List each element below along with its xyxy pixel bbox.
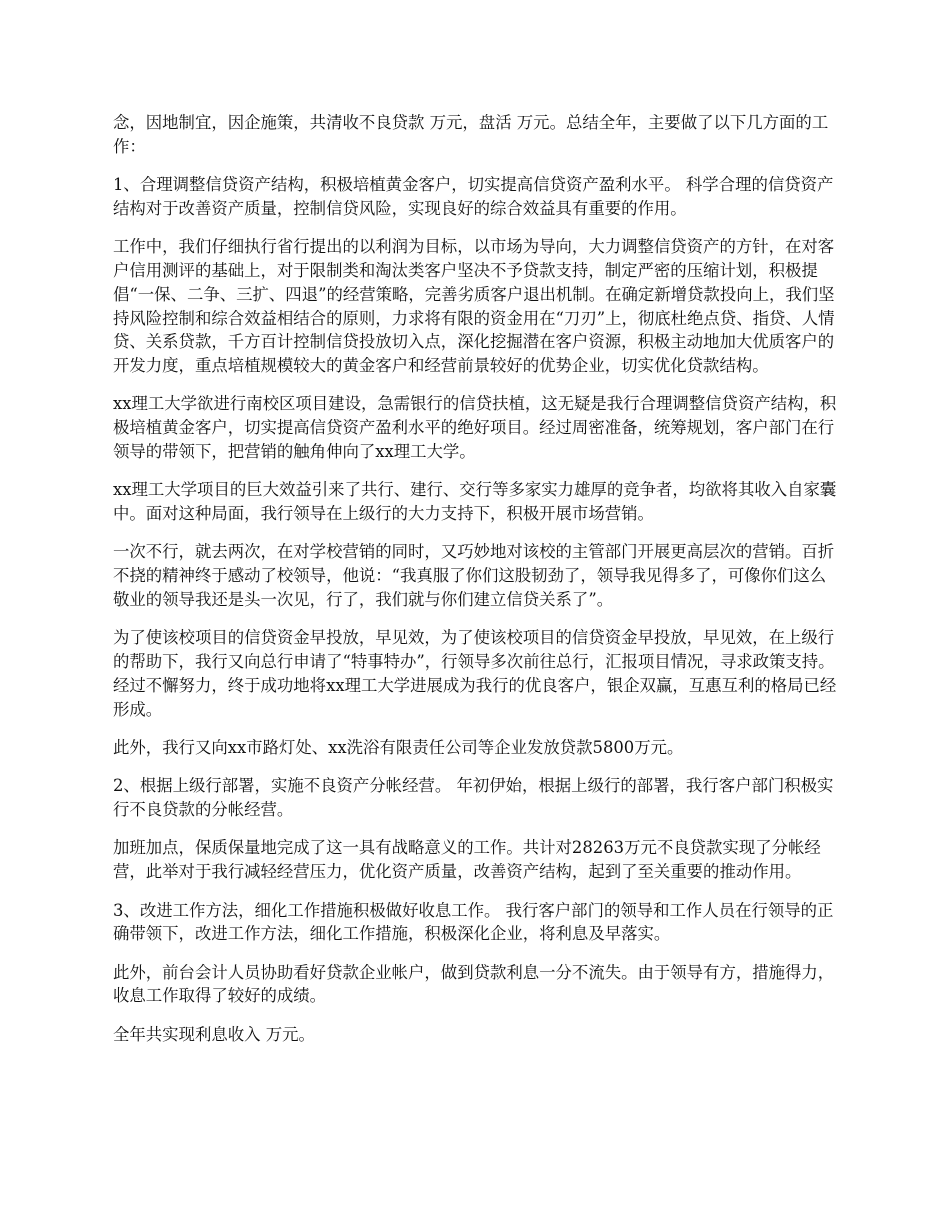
paragraph-split-accounts: 加班加点，保质保量地完成了这一具有战略意义的工作。共计对28263万元不良贷款实现了分帐经营，此举对于我行减轻经营压力，优化资产质量，改善资产结构，起到了至关重要的推动作用。	[113, 838, 821, 882]
paragraph-credit-structure: 工作中，我们仔细执行省行提出的以利润为目标，以市场为导向，大力调整信贷资产的方针，在对客户信用测评的基础上，对于限制类和淘汰类客户坚决不予贷款支持，制定严密的压缩计划，积极提倡“一保、二争、三扩、四退”的经营策略，完善劣质客户退出机制。在确定新增贷款投向上，我们坚持风险控制和综合效益相结合的原则，力求将有限的资金用在“刀刃”上，彻底杜绝点贷、指贷、人情贷、关系贷款，千方百计控制信贷投放切入点，深化挖掘潜在客户资源，积极主动地加大优质客户的开发力度，重点培植规模较大的黄金客户和经营前景较好的优势企业，切实优化贷款结构。	[113, 237, 835, 376]
paragraph-fast-track: 为了使该校项目的信贷资金早投放，早见效，为了使该校项目的信贷资金早投放，早见效，在上级行的帮助下，我行又向总行申请了“特事特办”，行领导多次前往总行，汇报项目情况，寻求政策支持。经过不懈努力，终于成功地将xx理工大学进展成为我行的优良客户，银企双赢，互惠互利的格局已经形成。	[113, 628, 837, 719]
paragraph-intro-summary: 念，因地制宜，因企施策，共清收不良贷款 万元，盘活 万元。总结全年，主要做了以下几方面的工作：	[113, 113, 829, 156]
paragraph-section-1-heading: 1、合理调整信贷资产结构，积极培植黄金客户，切实提高信贷资产盈利水平。 科学合理的信贷资产结构对于改善资产质量，控制信贷风险，实现良好的综合效益具有重要的作用。	[113, 175, 834, 218]
paragraph-other-loans: 此外，我行又向xx市路灯处、xx洗浴有限责任公司等企业发放贷款5800万元。	[113, 738, 684, 758]
document-body	[113, 111, 840, 1061]
paragraph-accounting-support: 此外，前台会计人员协助看好贷款企业帐户，做到贷款利息一分不流失。由于领导有方，措施得力，收息工作取得了较好的成绩。	[113, 962, 835, 1006]
paragraph-section-3-heading: 3、改进工作方法，细化工作措施积极做好收息工作。 我行客户部门的领导和工作人员在行领导的正确带领下，改进工作方法，细化工作措施，积极深化企业，将利息及早落实。	[113, 900, 834, 944]
paragraph-competitors: xx理工大学项目的巨大效益引来了共行、建行、交行等多家实力雄厚的竞争者，均欲将其收入自家囊中。面对这种局面，我行领导在上级行的大力支持下，积极开展市场营销。	[113, 480, 837, 524]
paragraph-university-project: xx理工大学欲进行南校区项目建设，急需银行的信贷扶植，这无疑是我行合理调整信贷资产结构，积极培植黄金客户，切实提高信贷资产盈利水平的绝好项目。经过周密准备，统筹规划，客户部门在行领导的带领下，把营销的触角伸向了xx理工大学。	[113, 394, 837, 462]
paragraph-section-2-heading: 2、根据上级行部署，实施不良资产分帐经营。 年初伊始，根据上级行的部署，我行客户部门积极实行不良贷款的分帐经营。	[113, 776, 834, 820]
paragraph-interest-income: 全年共实现利息收入 万元。	[113, 1024, 315, 1044]
paragraph-marketing-effort: 一次不行，就去两次，在对学校营销的同时，又巧妙地对该校的主管部门开展更高层次的营销。百折不挠的精神终于感动了校领导，他说：“我真服了你们这股韧劲了，领导我见得多了，可像你们这么敬业的领导我还是头一次见，行了，我们就与你们建立信贷关系了”。	[113, 542, 835, 610]
